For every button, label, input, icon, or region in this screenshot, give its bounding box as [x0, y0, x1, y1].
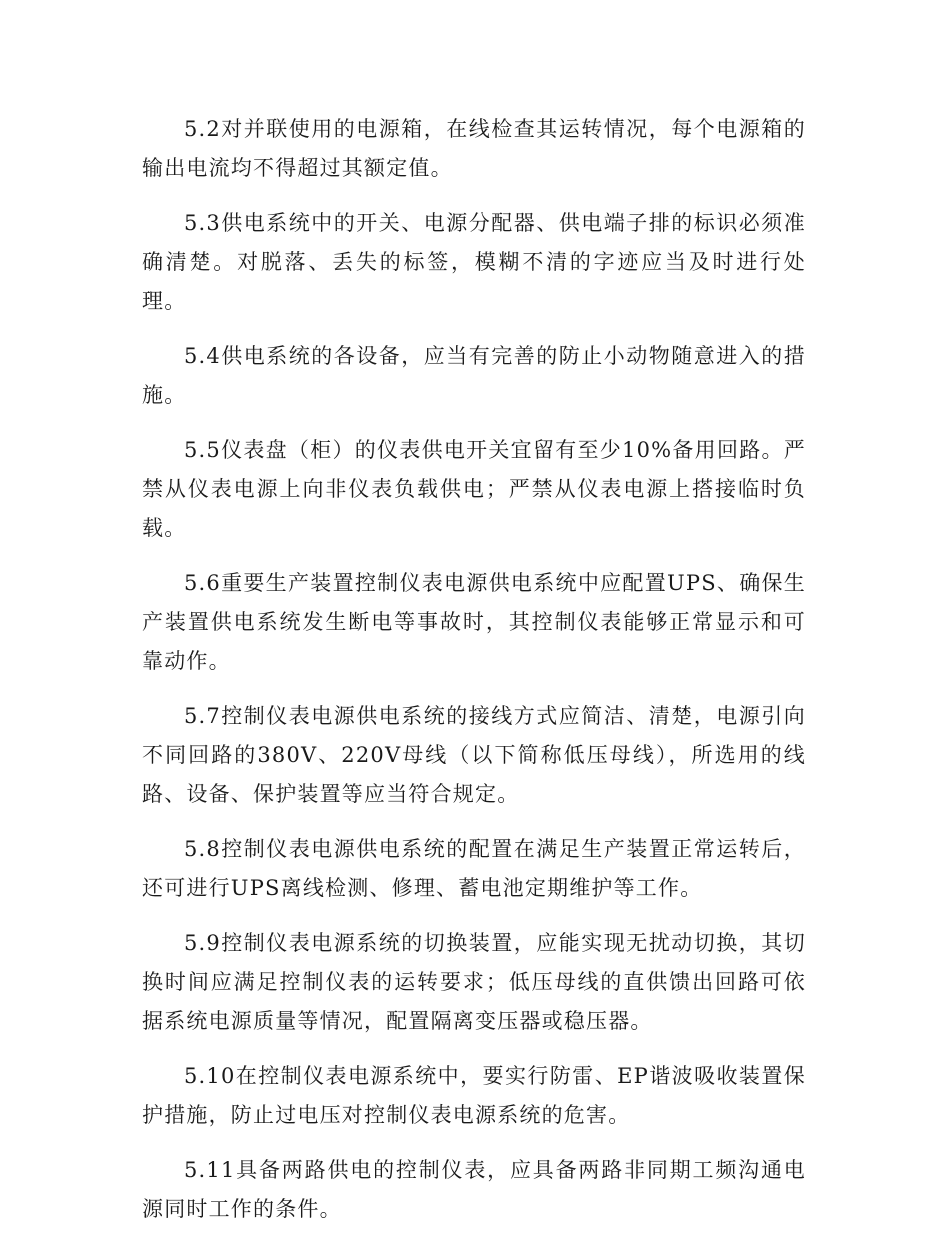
paragraph-5-10: 5.10在控制仪表电源系统中，要实行防雷、EP谐波吸收装置保护措施，防止过电压对控制仪表电源系统的危害。: [142, 1064, 806, 1127]
paragraph-5-4: 5.4供电系统的各设备，应当有完善的防止小动物随意进入的措施。: [142, 344, 806, 407]
paragraph-5-6: 5.6重要生产装置控制仪表电源供电系统中应配置UPS、确保生产装置供电系统发生断电等事故时，其控制仪表能够正常显示和可靠动作。: [142, 571, 806, 673]
paragraph-5-11: 5.11具备两路供电的控制仪表，应具备两路非同期工频沟通电源同时工作的条件。: [142, 1158, 806, 1221]
document-body: [142, 110, 806, 1245]
paragraph-5-8: 5.8控制仪表电源供电系统的配置在满足生产装置正常运转后，还可进行UPS离线检测、修理、蓄电池定期维护等工作。: [142, 837, 806, 900]
paragraph-5-3: 5.3供电系统中的开关、电源分配器、供电端子排的标识必须准确清楚。对脱落、丢失的标签，模糊不清的字迹应当及时进行处理。: [142, 211, 806, 313]
paragraph-5-2: 5.2对并联使用的电源箱，在线检查其运转情况，每个电源箱的输出电流均不得超过其额定值。: [142, 117, 806, 180]
paragraph-5-7: 5.7控制仪表电源供电系统的接线方式应简洁、清楚，电源引向不同回路的380V、220V母线（以下简称低压母线），所选用的线路、设备、保护装置等应当符合规定。: [142, 704, 806, 806]
paragraph-5-5: 5.5仪表盘（柜）的仪表供电开关宜留有至少10%备用回路。严禁从仪表电源上向非仪表负载供电；严禁从仪表电源上搭接临时负载。: [142, 438, 806, 540]
paragraph-5-9: 5.9控制仪表电源系统的切换装置，应能实现无扰动切换，其切换时间应满足控制仪表的运转要求；低压母线的直供馈出回路可依据系统电源质量等情况，配置隔离变压器或稳压器。: [142, 931, 806, 1033]
